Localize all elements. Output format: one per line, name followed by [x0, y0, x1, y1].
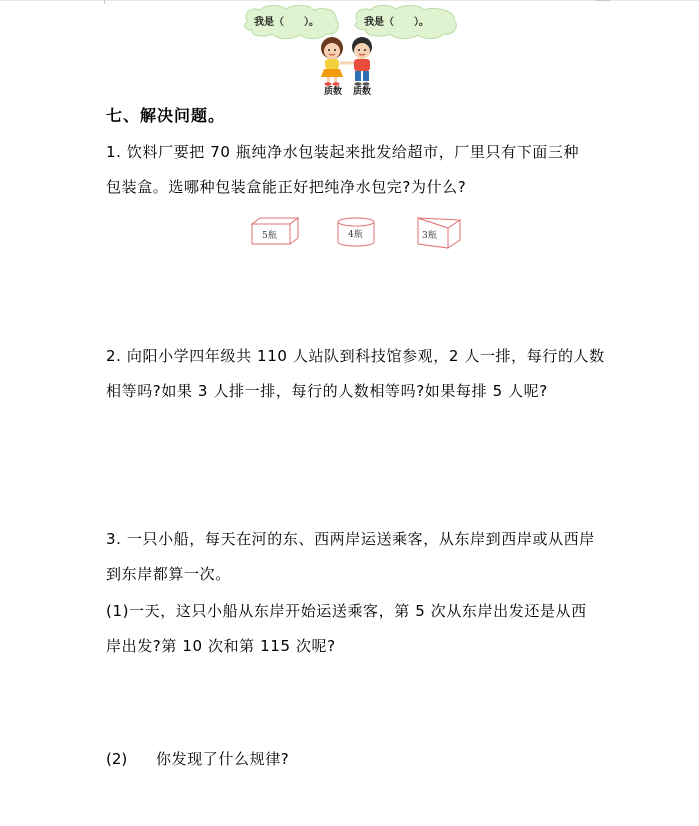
q1-line-1: 1. 饮料厂要把 70 瓶纯净水包装起来批发给超市，厂里只有下面三种: [106, 143, 580, 161]
q3-sub2-text: 你发现了什么规律?: [156, 750, 290, 768]
q3-line-2: 到东岸都算一次。: [106, 565, 231, 583]
bubble-left-text: 我是（ ）。: [254, 17, 319, 28]
caption-left: 质数: [324, 87, 343, 96]
q2-line-1: 2. 向阳小学四年级共 110 人站队到科技馆参观，2 人一排，每行的人数: [106, 347, 605, 365]
bubble-right-text: 我是（ ）。: [364, 17, 429, 28]
q3-sub1-line-1: (1)一天，这只小船从东岸开始运送乘客，第 5 次从东岸出发还是从西: [106, 602, 587, 620]
box-triangular-prism: [418, 218, 460, 248]
girl-figure: [321, 37, 343, 86]
section-title: 七、解决问题。: [106, 106, 226, 125]
q1-line-2: 包装盒。选哪种包装盒能正好把纯净水包完?为什么?: [106, 178, 467, 196]
margin-corner-mark-right: [596, 0, 610, 1]
children-illustration: [240, 4, 460, 96]
box-prism-label: 3瓶: [422, 231, 437, 241]
packaging-boxes-figure: [248, 214, 478, 254]
speech-cloud-left: [245, 5, 339, 38]
q2-line-2: 相等吗?如果 3 人排一排，每行的人数相等吗?如果每排 5 人呢?: [106, 382, 548, 400]
caption-right: 质数: [353, 87, 372, 96]
box-cylinder: [338, 218, 374, 246]
boy-figure: [340, 37, 372, 86]
q3-sub1-line-2: 岸出发?第 10 次和第 115 次呢?: [106, 637, 336, 655]
box-cuboid-label: 5瓶: [262, 231, 277, 241]
margin-corner-mark-left: [104, 0, 105, 4]
speech-cloud-right: [355, 5, 456, 38]
q3-sub2-number: (2): [106, 750, 128, 768]
box-cuboid: [252, 218, 298, 244]
box-cylinder-label: 4瓶: [348, 230, 363, 240]
q3-line-1: 3. 一只小船，每天在河的东、西两岸运送乘客，从东岸到西岸或从西岸: [106, 530, 595, 548]
